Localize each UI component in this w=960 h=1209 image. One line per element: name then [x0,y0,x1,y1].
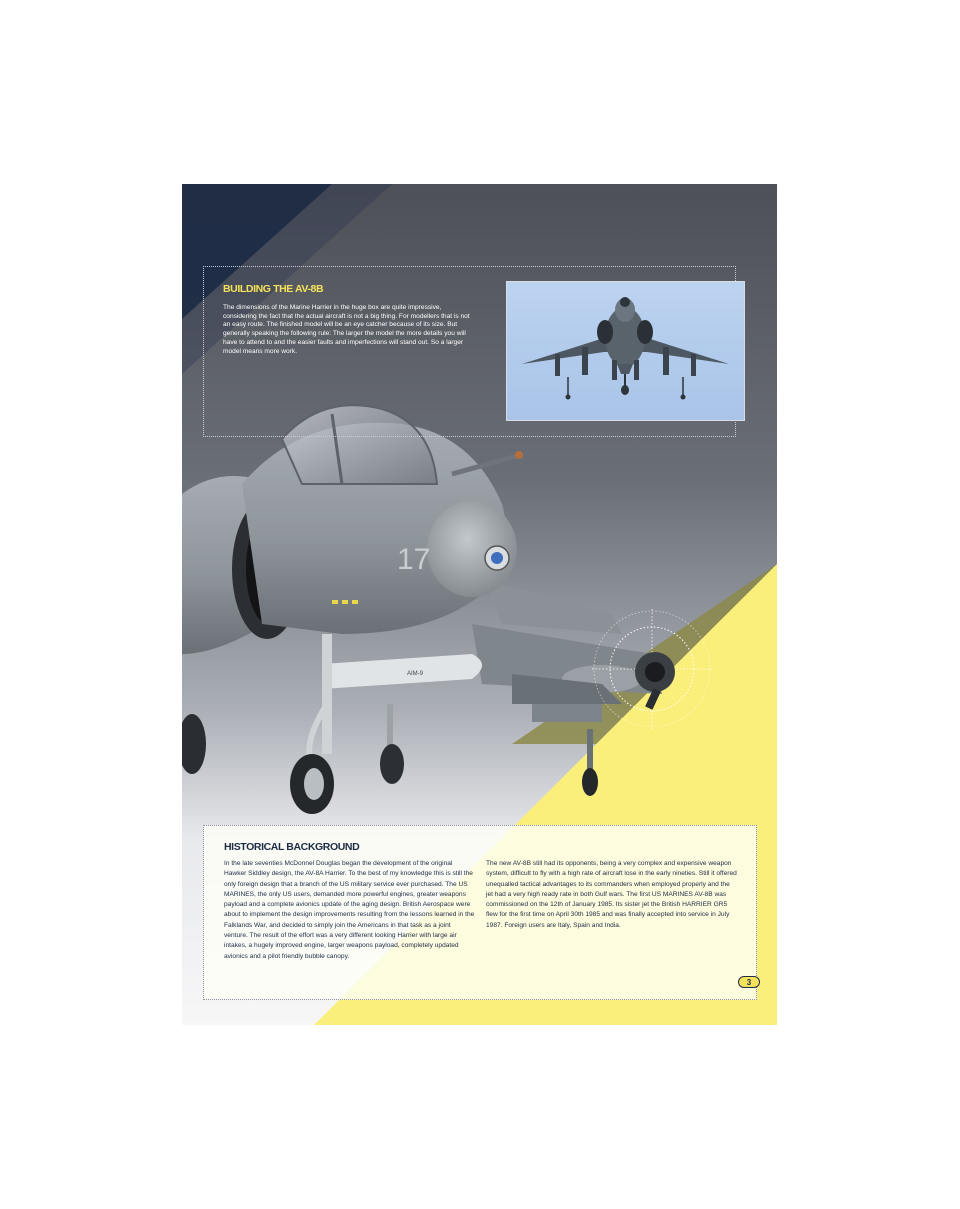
history-panel [203,825,757,1000]
magazine-page [182,184,777,1025]
page-number-badge: 3 [738,976,760,988]
target-reticle-icon [587,604,717,734]
history-column-2: The new AV-8B still had its opponents, being a very complex and expensive weapon system, difficult to fly with a high rate of aircraft lose in the early nineties. Still it offered unequalled tactical advantages to its commanders when employed properly and the jet had a very high ready rate in both Gulf wars. The first US MARINES AV-8B was commissioned on the 12th of January 1985. Its sister jet the British HARRIER GR5 flew for the first time on April 30th 1985 and was finally accepted into service in July 1987. Foreign users are Italy, Spain and India. [486,860,737,929]
history-column-1: In the late seventies McDonnel Douglas began the development of the original Hawker Siddley design, the AV-8A Harrier. To the best of my knowledge this is still the only foreign design that a branch of the US military service ever purchased. The US MARINES, the only US users, demanded more powerful engines, greater weapons payload and a complete avionics update of the aging design. British Aerospace were about to implement the design improvements resulting from the lessons learned in the Falklands War, and decided to simply join the Americans in that task as a joint venture. The result of the effort was a very different looking Harrier with large air intakes, a hugely improved engine, larger weapons payload, completely updated avionics and a pilot friendly bubble canopy. [224,860,475,960]
history-title: HISTORICAL BACKGROUND [224,841,360,853]
harrier-inflight-photo [506,281,745,421]
building-text: The dimensions of the Marine Harrier in the huge box are quite impressive, considering the fact that the actual aircraft is not a big thing. For modellers that is not an easy route. The finished model will be an eye catcher because of its size. But generally speaking the following rule: The larger the model the more details you will have to attend to and the easier faults and imperfections will stand out. So a larger model means more work. [223,304,470,355]
harrier-inflight-icon [507,282,744,420]
building-title: BUILDING THE AV-8B [223,283,324,295]
nose-number: 17 [397,543,431,576]
pod-marking: AIM-9 [407,671,424,677]
building-panel [203,266,736,437]
